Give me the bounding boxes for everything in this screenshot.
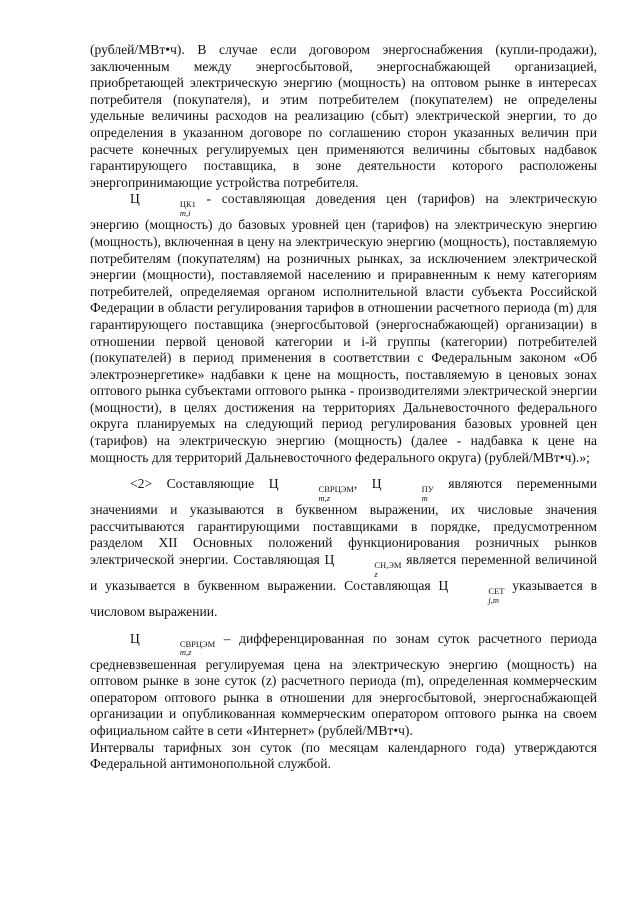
- paragraph-text: (рублей/МВт•ч). В случае если договором энергоснабжения (купли-продажи), заключенным между энергосбытовой, энергоснабжающей организацией, приобретающей электрическую энергию (мощность) на оптовом рынке в интересах потребителя (покупателя), и этим потребителем (покупателем) не определены удельные величины расходов на реализацию (сбыт) электрической энергии, то до определения в указанном договоре по соглашению сторон указанных величин при расчете конечных регулируемых цен применяются величины сбытовых надбавок гарантирующего поставщика, в зоне деятельности которого расположены энергопринимающие устройства потребителя.: [90, 42, 597, 190]
- paragraph-tariff-zones: [90, 740, 597, 773]
- paragraph-text: - составляющая доведения цен (тарифов) на электрическую энергию (мощность) до базовых уровней цен (тарифов) на электрическую энергию (мощность), включенная в цену на электрическую энергию (мощность), поставляемую потребителям (покупателям) на розничных рынках, за исключением электрической энергии (мощности), поставляемой населению и приравненным к нему категориям потребителей, определяемая органом исполнительной власти субъекта Российской Федерации в области регулирования тарифов в отношении расчетного периода (m) для гарантирующего поставщика (энергосбытовой (энергоснабжающей) организации) в отношении первой ценовой категории и i-й группы (категории) потребителей (покупателей) в период применения в соответствии с Федеральным законом «Об электроэнергетике» надбавки к цене на мощность, поставляемую в ценовых зонах оптового рынка субъектами оптового рынка - производителями электрической энергии (мощности), в целях достижения на территориях Дальневосточного федерального округа планируемых на следующий период регулирования базовых уровней цен (тарифов) на электрическую энергию (мощность) (далее - надбавка к цене на мощность для территорий Дальневосточного федерального округа) (рублей/МВт•ч).»;: [90, 191, 597, 465]
- formula-symbol-svrtsem: Ц СВРЦЭМ m,z: [268, 476, 354, 503]
- formula-symbol-sn-em: Ц СН,ЭМ z: [324, 552, 402, 579]
- paragraph-svrtsem-definition: [90, 631, 597, 740]
- paragraph-text: Интервалы тарифных зон суток (по месяцам календарного года) утверждаются Федеральной антимонопольной службой.: [90, 739, 597, 772]
- formula-symbol-set: Ц СЕТ j,m: [438, 578, 505, 605]
- formula-symbol-svrtsem: Ц СВРЦЭМ m,z: [130, 630, 216, 658]
- paragraph-footnote-2: <2> Составляющие Ц СВРЦЭМ m,z , Ц ПУ m являются переменными значениями и указываются в буквенном выражении, их числовые значения рассчитываются гарантирующими поставщиками в порядке, предусмотренном разделом XII Основных положений функционирования розничных рынков электрической энергии. Составляющая Ц СН,ЭМ z является переменной величиной и указывается в буквенном выражении. Составляющая Ц СЕТ j,m указывается в числовом выражении.: [90, 476, 598, 620]
- paragraph-text: – дифференцированная по зонам суток расчетного периода средневзвешенная регулируемая цена на электрическую энергию (мощность) на оптовом рынке в зоне суток (z) расчетного периода (m), определенная коммерческим оператором оптового рынка в отношении для энергосбытовой, энергоснабжающей организации и опубликованная коммерческим оператором оптового рынка на своем официальном сайте в сети «Интернет» (рублей/МВт•ч).: [90, 630, 597, 738]
- formula-symbol-tsk1: Ц ЦК1 m,i: [130, 191, 196, 218]
- paragraph-retail-markup: [90, 42, 597, 191]
- formula-symbol-pu: Ц ПУ m: [371, 476, 434, 503]
- paragraph-price-component-definition: [90, 191, 597, 466]
- document-page: [90, 42, 597, 773]
